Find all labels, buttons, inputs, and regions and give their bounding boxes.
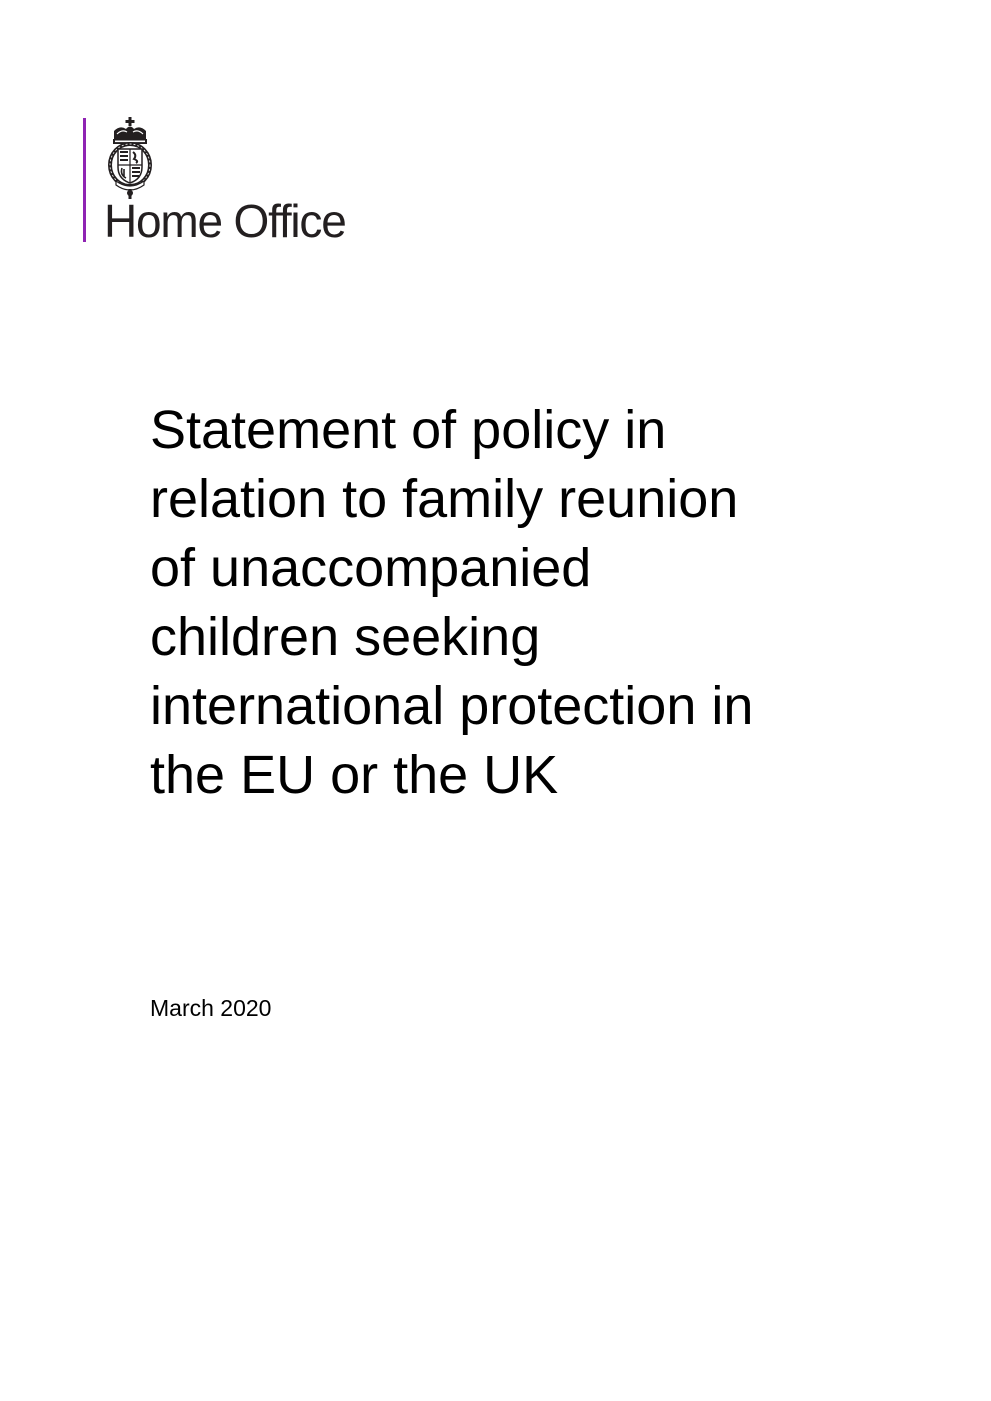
- royal-crest-icon: [106, 117, 154, 199]
- title-line: the EU or the UK: [150, 745, 559, 805]
- document-title: [150, 396, 910, 810]
- logo-accent-bar: [83, 118, 86, 242]
- title-line: children seeking: [150, 607, 541, 667]
- organisation-name: Home Office: [104, 195, 346, 247]
- publication-date: March 2020: [150, 995, 272, 1021]
- title-line: international protection in: [150, 676, 754, 736]
- title-line: relation to family reunion: [150, 469, 739, 529]
- title-line: of unaccompanied: [150, 538, 592, 598]
- title-line: Statement of policy in: [150, 400, 667, 460]
